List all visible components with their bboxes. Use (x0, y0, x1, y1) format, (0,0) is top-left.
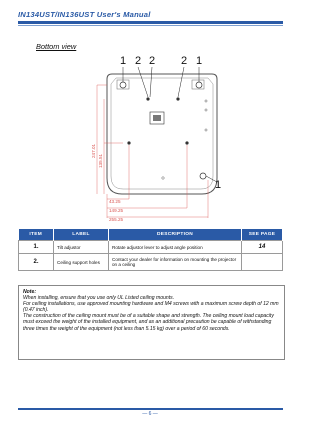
ceiling-hole-1 (146, 97, 149, 100)
col-see-page: SEE PAGE (242, 229, 283, 241)
row-label: Ceiling support holes (54, 254, 109, 271)
section-title: Bottom view (36, 42, 77, 51)
table-row (19, 254, 283, 271)
footer-rule (18, 408, 283, 410)
parts-table (18, 229, 283, 271)
dim-149: 149.25 (109, 208, 124, 213)
row-item: 2. (19, 254, 54, 271)
callout-2-a: 2 (135, 55, 142, 67)
callout-2-c: 2 (181, 55, 188, 67)
table-header-row (19, 229, 283, 241)
dim-247: 247.01 (91, 143, 96, 158)
row-description: Contact your dealer for information on mounting the projector on a ceiling (109, 254, 242, 271)
manual-header-title: IN134UST/IN136UST User's Manual (18, 10, 151, 19)
col-item: ITEM (19, 229, 54, 241)
page-number: — 6 — (142, 411, 158, 417)
note-line: When installing, ensure that you use only UL Listed ceiling mounts. (23, 295, 175, 302)
note-line: The construction of the ceiling mount must be of a suitable shape and strength. The ceiling mount load capacity must exceed the weight of the installed equipment, and as an additional precaution be capable of withstanding three times the weight of the equipment (not less than 5.15 kg) over a period of 60 seconds. (23, 313, 274, 332)
label-plate-inner (153, 115, 161, 121)
ceiling-hole-4 (185, 141, 188, 144)
dim-43: 43.25 (109, 199, 121, 204)
ceiling-hole-3 (127, 141, 130, 144)
col-description: DESCRIPTION (109, 229, 242, 241)
note-line: For ceiling installations, use approved mounting hardware and M4 screws with a maximum screw depth of 12 mm (0.47 inch). (23, 301, 279, 314)
callout-2-b: 2 (149, 55, 156, 67)
note-box (18, 285, 285, 360)
row-item: 1. (19, 241, 54, 254)
callout-1-rear: 1 (215, 179, 222, 191)
callout-1-left: 1 (120, 55, 127, 67)
note-title: Note: (23, 289, 37, 295)
col-label: LABEL (54, 229, 109, 241)
table-row (19, 241, 283, 254)
row-label: Tilt adjustor (54, 241, 109, 254)
row-page (242, 254, 283, 271)
callout-1-right: 1 (196, 55, 203, 67)
row-description: Rotate adjustor lever to adjust angle position (109, 241, 242, 254)
ceiling-hole-2 (176, 97, 179, 100)
row-page: 14 (242, 241, 283, 254)
dim-255: 255.25 (109, 217, 124, 222)
projector-body-outline (107, 74, 217, 194)
dim-135: 135.51 (98, 153, 103, 168)
